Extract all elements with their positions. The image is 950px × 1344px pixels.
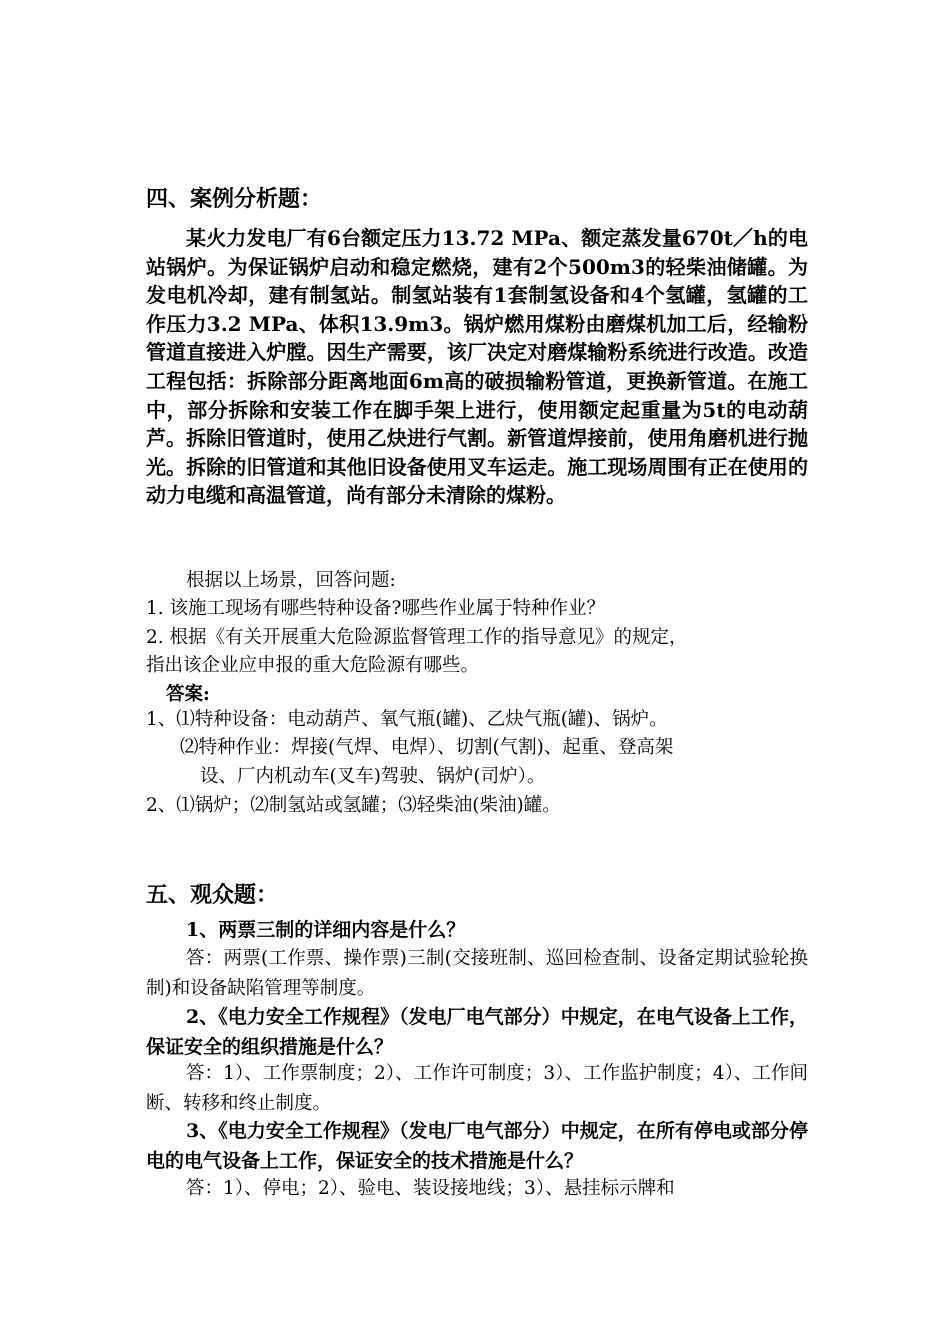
- question-2-continued: 指出该企业应申报的重大危险源有哪些。: [146, 655, 480, 676]
- case-description: 某火力发电厂有6台额定压力13.72 MPa、额定蒸发量670t／h的电站锅炉。为保证锅炉启动和稳定燃烧，建有2个500m3的轻柴油储罐。为发电机冷却，建有制氢站。制氢站装有1套制氢设备和4个氢罐，氢罐的工作压力3.2 MPa、体积13.9m3。锅炉燃用煤粉由磨煤机加工后，经输粉管道直接进入炉膛。因生产需要，该厂决定对磨煤输粉系统进行改造。改造工程包括：拆除部分距离地面6m高的破损输粉管道，更换新管道。在施工中，部分拆除和安装工作在脚手架上进行，使用额定起重量为5t的电动葫芦。拆除旧管道时，使用乙炔进行气割。新管道焊接前，使用角磨机进行抛光。拆除的旧管道和其他旧设备使用叉车运走。施工现场周围有正在使用的动力电缆和高温管道，尚有部分未清除的煤粉。: [146, 226, 808, 508]
- audience-answer-1: 答：两票(工作票、操作票)三制(交接班制、巡回检查制、设备定期试验轮换制)和设备缺陷管理等制度。: [146, 948, 808, 999]
- answer-2: 2、⑴锅炉；⑵制氢站或氢罐；⑶轻柴油(柴油)罐。: [146, 795, 561, 816]
- answer-1-line-2: ⑵特种作业：焊接(气焊、电焊）、切割(气割)、起重、登高架: [180, 737, 674, 758]
- answer-1-line-1: 1、⑴特种设备：电动葫芦、氧气瓶(罐)、乙炔气瓶(罐)、锅炉。: [146, 709, 668, 730]
- audience-question-1: 1、两票三制的详细内容是什么？: [186, 919, 466, 941]
- question-2: 2. 根据《有关开展重大危险源监督管理工作的指导意见》的规定，: [146, 627, 688, 648]
- answer-label: 答案:: [166, 684, 210, 705]
- answer-1-line-3: 设、厂内机动车(叉车)驾驶、锅炉(司炉）。: [200, 766, 546, 787]
- section-5-title: 五、观众题：: [146, 882, 279, 908]
- question-1: 1. 该施工现场有哪些特种设备?哪些作业属于特种作业？: [146, 598, 605, 619]
- audience-question-2: 2、《电力安全工作规程》（发电厂电气部分）中规定，在电气设备上工作，保证安全的组织措施是什么？: [146, 1006, 808, 1058]
- audience-answer-2: 答：1）、工作票制度；2）、工作许可制度；3）、工作监护制度；4）、工作间断、转移和终止制度。: [146, 1063, 808, 1114]
- section-4-title: 四、案例分析题：: [146, 186, 323, 212]
- question-prompt: 根据以上场景，回答问题:: [186, 570, 396, 591]
- audience-question-3: 3、《电力安全工作规程》（发电厂电气部分）中规定，在所有停电或部分停电的电气设备上工作，保证安全的技术措施是什么？: [146, 1120, 808, 1172]
- audience-answer-3: 答：1）、停电；2）、验电、装设接地线；3）、悬挂标示牌和: [186, 1178, 675, 1199]
